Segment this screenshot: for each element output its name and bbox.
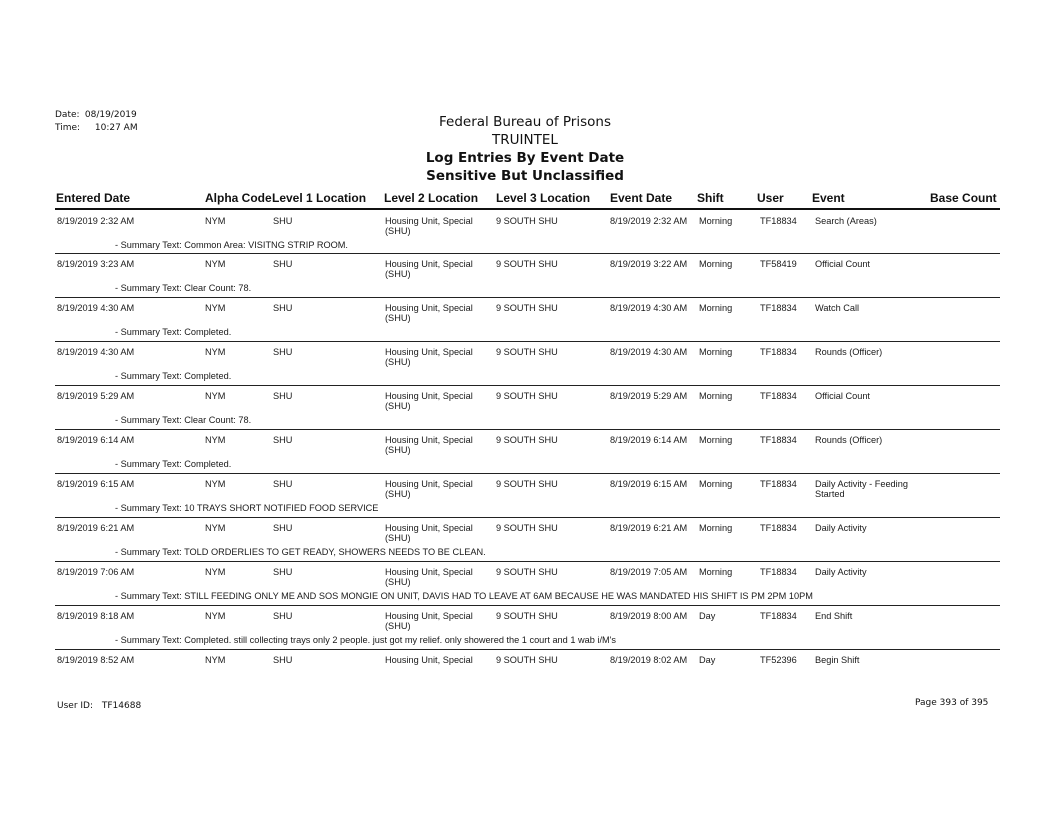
row-divider	[55, 253, 1000, 254]
cell-event: Watch Call	[815, 303, 860, 313]
cell-level1-location: SHU	[273, 391, 293, 401]
cell-event-date: 8/19/2019 8:02 AM	[610, 655, 688, 665]
col-base-count: Base Count	[930, 191, 997, 205]
cell-shift: Morning	[699, 479, 733, 489]
cell-alpha-code: NYM	[205, 567, 226, 577]
title-system: TRUINTEL	[492, 132, 558, 148]
row-summary-text: - Summary Text: Clear Count: 78.	[115, 415, 252, 425]
cell-alpha-code: NYM	[205, 611, 226, 621]
cell-level1-location: SHU	[273, 655, 293, 665]
cell-event-date: 8/19/2019 6:15 AM	[610, 479, 688, 489]
cell-user: TF18834	[760, 303, 797, 313]
col-entered-date: Entered Date	[56, 191, 131, 205]
time-label: Time:	[55, 123, 81, 133]
user-id-value: TF14688	[101, 701, 142, 711]
header-rule	[55, 208, 1000, 210]
row-summary-text: - Summary Text: Completed. still collecting trays only 2 people. just got my relief. only showered the 1 court and 1 wab i/M's	[115, 635, 616, 645]
cell-alpha-code: NYM	[205, 479, 226, 489]
cell-level2-location: Housing Unit, Special (SHU)	[385, 391, 473, 411]
cell-alpha-code: NYM	[205, 435, 226, 445]
cell-level2-location: Housing Unit, Special (SHU)	[385, 435, 473, 455]
cell-event-date: 8/19/2019 6:14 AM	[610, 435, 688, 445]
cell-alpha-code: NYM	[205, 391, 226, 401]
cell-entered-date: 8/19/2019 8:18 AM	[57, 611, 135, 621]
cell-alpha-code: NYM	[205, 216, 226, 226]
col-alpha-code: Alpha Code	[205, 191, 272, 205]
cell-event-date: 8/19/2019 4:30 AM	[610, 303, 688, 313]
user-id-label: User ID:	[57, 701, 93, 711]
cell-event: Official Count	[815, 391, 870, 401]
cell-shift: Morning	[699, 347, 733, 357]
row-summary-text: - Summary Text: Clear Count: 78.	[115, 283, 252, 293]
col-level1-location: Level 1 Location	[272, 191, 367, 205]
cell-entered-date: 8/19/2019 5:29 AM	[57, 391, 135, 401]
cell-level2-location: Housing Unit, Special (SHU)	[385, 567, 473, 587]
row-summary-text: - Summary Text: Completed.	[115, 371, 232, 381]
cell-event-date: 8/19/2019 5:29 AM	[610, 391, 688, 401]
cell-level2-location: Housing Unit, Special (SHU)	[385, 303, 473, 323]
cell-shift: Morning	[699, 259, 733, 269]
col-user: User	[757, 191, 784, 205]
cell-event: Daily Activity	[815, 567, 867, 577]
cell-event: Begin Shift	[815, 655, 860, 665]
cell-level3-location: 9 SOUTH SHU	[496, 567, 558, 577]
cell-level1-location: SHU	[273, 567, 293, 577]
title-classification: Sensitive But Unclassified	[426, 168, 624, 184]
cell-user: TF18834	[760, 611, 797, 621]
page-number: Page 393 of 395	[915, 698, 989, 708]
report-date	[55, 110, 137, 120]
cell-user: TF18834	[760, 347, 797, 357]
cell-alpha-code: NYM	[205, 303, 226, 313]
row-summary-text: - Summary Text: Common Area: VISITNG STRIP ROOM.	[115, 240, 348, 250]
cell-alpha-code: NYM	[205, 347, 226, 357]
row-divider	[55, 473, 1000, 474]
cell-entered-date: 8/19/2019 6:15 AM	[57, 479, 135, 489]
cell-event-date: 8/19/2019 6:21 AM	[610, 523, 688, 533]
cell-level1-location: SHU	[273, 303, 293, 313]
row-divider	[55, 561, 1000, 562]
cell-user: TF18834	[760, 523, 797, 533]
cell-user: TF58419	[760, 259, 797, 269]
cell-event: Daily Activity	[815, 523, 867, 533]
col-shift: Shift	[697, 191, 724, 205]
date-value: 08/19/2019	[84, 110, 137, 120]
cell-shift: Morning	[699, 391, 733, 401]
cell-event: Daily Activity - Feeding Started	[815, 479, 908, 499]
cell-event: End Shift	[815, 611, 853, 621]
cell-shift: Morning	[699, 567, 733, 577]
cell-level2-location: Housing Unit, Special (SHU)	[385, 479, 473, 499]
cell-level2-location: Housing Unit, Special	[385, 655, 473, 665]
cell-level2-location: Housing Unit, Special (SHU)	[385, 259, 473, 279]
date-label: Date:	[55, 110, 80, 120]
cell-user: TF18834	[760, 435, 797, 445]
cell-shift: Morning	[699, 303, 733, 313]
cell-level1-location: SHU	[273, 479, 293, 489]
col-level2-location: Level 2 Location	[384, 191, 479, 205]
cell-shift: Morning	[699, 216, 733, 226]
report-time	[55, 123, 138, 133]
cell-entered-date: 8/19/2019 7:06 AM	[57, 567, 135, 577]
cell-shift: Day	[699, 611, 716, 621]
cell-alpha-code: NYM	[205, 655, 226, 665]
row-summary-text: - Summary Text: TOLD ORDERLIES TO GET READY, SHOWERS NEEDS TO BE CLEAN.	[115, 547, 486, 557]
row-divider	[55, 341, 1000, 342]
cell-level3-location: 9 SOUTH SHU	[496, 655, 558, 665]
row-divider	[55, 649, 1000, 650]
row-divider	[55, 429, 1000, 430]
cell-user: TF52396	[760, 655, 797, 665]
cell-level3-location: 9 SOUTH SHU	[496, 435, 558, 445]
cell-level3-location: 9 SOUTH SHU	[496, 611, 558, 621]
row-divider	[55, 517, 1000, 518]
cell-level2-location: Housing Unit, Special (SHU)	[385, 523, 473, 543]
row-summary-text: - Summary Text: STILL FEEDING ONLY ME AND SOS MONGIE ON UNIT, DAVIS HAD TO LEAVE AT 6AM BECAUSE HE WAS MANDATED HIS SHIFT IS PM 2PM 10PM	[115, 591, 813, 601]
row-summary-text: - Summary Text: 10 TRAYS SHORT NOTIFIED FOOD SERVICE	[115, 503, 379, 513]
cell-level3-location: 9 SOUTH SHU	[496, 216, 558, 226]
col-event-date: Event Date	[610, 191, 673, 205]
cell-level2-location: Housing Unit, Special (SHU)	[385, 611, 473, 631]
col-level3-location: Level 3 Location	[496, 191, 591, 205]
cell-event: Rounds (Officer)	[815, 435, 883, 445]
cell-entered-date: 8/19/2019 8:52 AM	[57, 655, 135, 665]
report-title	[360, 113, 690, 185]
cell-event-date: 8/19/2019 2:32 AM	[610, 216, 688, 226]
cell-level3-location: 9 SOUTH SHU	[496, 479, 558, 489]
row-divider	[55, 297, 1000, 298]
cell-entered-date: 8/19/2019 4:30 AM	[57, 303, 135, 313]
footer-user-id	[57, 701, 141, 711]
cell-level3-location: 9 SOUTH SHU	[496, 391, 558, 401]
cell-event-date: 8/19/2019 8:00 AM	[610, 611, 688, 621]
time-value: 10:27 AM	[94, 123, 138, 133]
cell-alpha-code: NYM	[205, 259, 226, 269]
cell-entered-date: 8/19/2019 6:14 AM	[57, 435, 135, 445]
cell-user: TF18834	[760, 391, 797, 401]
title-agency: Federal Bureau of Prisons	[439, 114, 611, 130]
cell-entered-date: 8/19/2019 3:23 AM	[57, 259, 135, 269]
cell-level1-location: SHU	[273, 523, 293, 533]
cell-level1-location: SHU	[273, 259, 293, 269]
cell-user: TF18834	[760, 216, 797, 226]
cell-event: Search (Areas)	[815, 216, 877, 226]
row-divider	[55, 385, 1000, 386]
cell-level1-location: SHU	[273, 347, 293, 357]
cell-level3-location: 9 SOUTH SHU	[496, 347, 558, 357]
cell-event-date: 8/19/2019 3:22 AM	[610, 259, 688, 269]
cell-shift: Morning	[699, 435, 733, 445]
cell-alpha-code: NYM	[205, 523, 226, 533]
row-summary-text: - Summary Text: Completed.	[115, 459, 232, 469]
cell-level2-location: Housing Unit, Special (SHU)	[385, 216, 473, 236]
cell-level1-location: SHU	[273, 216, 293, 226]
cell-event: Official Count	[815, 259, 870, 269]
title-report-name: Log Entries By Event Date	[425, 150, 625, 166]
row-summary-text: - Summary Text: Completed.	[115, 327, 232, 337]
cell-level1-location: SHU	[273, 611, 293, 621]
cell-shift: Day	[699, 655, 716, 665]
cell-level3-location: 9 SOUTH SHU	[496, 259, 558, 269]
cell-event-date: 8/19/2019 4:30 AM	[610, 347, 688, 357]
cell-level1-location: SHU	[273, 435, 293, 445]
cell-shift: Morning	[699, 523, 733, 533]
cell-user: TF18834	[760, 479, 797, 489]
cell-level3-location: 9 SOUTH SHU	[496, 303, 558, 313]
cell-user: TF18834	[760, 567, 797, 577]
cell-event-date: 8/19/2019 7:05 AM	[610, 567, 688, 577]
col-event: Event	[812, 191, 845, 205]
cell-entered-date: 8/19/2019 6:21 AM	[57, 523, 135, 533]
cell-entered-date: 8/19/2019 4:30 AM	[57, 347, 135, 357]
cell-level3-location: 9 SOUTH SHU	[496, 523, 558, 533]
row-divider	[55, 605, 1000, 606]
cell-level2-location: Housing Unit, Special (SHU)	[385, 347, 473, 367]
cell-entered-date: 8/19/2019 2:32 AM	[57, 216, 135, 226]
cell-event: Rounds (Officer)	[815, 347, 883, 357]
